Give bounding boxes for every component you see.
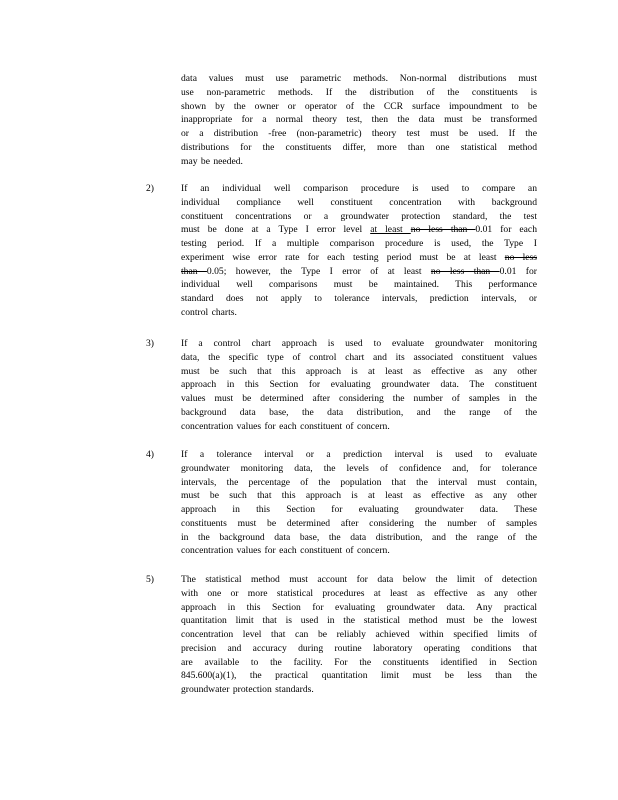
text-run: 0.05; however, the Type I error of at least [206, 265, 431, 277]
text-run: 0.01 for each [475, 224, 537, 236]
text-line [181, 251, 537, 265]
text-line: precision and accuracy during routine laboratory operating conditions that [181, 642, 537, 654]
text-line: inappropriate for a normal theory test, then the data must be transformed [181, 114, 537, 126]
text-line: intervals, the percentage of the population that the interval must contain, [181, 476, 537, 488]
text-line: shown by the owner or operator of the CCR surface impoundment to be [181, 100, 537, 112]
item-paragraph [181, 448, 537, 558]
text-line: with one or more statistical procedures at least as effective as any other [181, 587, 537, 599]
text-line: must be such that this approach is at least as effective as any other [181, 490, 537, 502]
text-line: approach in this Section for evaluating groundwater data. These [181, 504, 537, 515]
text-run: experiment wise error rate for each testing period must be at least [181, 251, 505, 263]
item-paragraph [181, 337, 537, 433]
text-line: constituent concentrations or a groundwater protection standard, the test [181, 210, 537, 222]
intro-paragraph [181, 72, 537, 168]
text-line: testing period. If a multiple comparison procedure is used, the Type I [181, 238, 537, 249]
deleted-text: no less [504, 251, 537, 263]
text-line: control charts. [181, 306, 237, 318]
text-line: must be such that this approach is at least as effective as any other [181, 365, 537, 377]
text-line [181, 223, 537, 237]
text-line: distributions for the constituents differ, more than one statistical method [181, 141, 537, 153]
text-line: concentration values for each constituent of concern. [181, 420, 390, 432]
text-line: groundwater monitoring data, the levels of confidence and, for tolerance [181, 462, 537, 474]
text-line: data, the specific type of control chart and its associated constituent values [181, 351, 537, 363]
text-line: groundwater protection standards. [181, 684, 314, 695]
text-line: values must be determined after considering the number of samples in the [181, 393, 537, 404]
text-line: constituents must be determined after considering the number of samples [181, 517, 537, 529]
item-number: 3) [146, 338, 154, 349]
text-line: concentration level that can be reliably achieved within specified limits of [181, 629, 537, 640]
item-number: 2) [146, 183, 154, 194]
deleted-text: no less than [430, 265, 500, 277]
text-line: approach in this Section for evaluating groundwater data. The constituent [181, 379, 537, 391]
inserted-text: at least [370, 224, 411, 236]
text-line: in the background data base, the data distribution, and the range of the [181, 531, 537, 543]
item-number: 5) [146, 574, 154, 585]
text-line: are available to the facility. For the constituents identified in Section [181, 656, 537, 668]
item-number: 4) [146, 449, 154, 460]
text-line: If a control chart approach is used to evaluate groundwater monitoring [181, 338, 537, 349]
text-line: If a tolerance interval or a prediction interval is used to evaluate [181, 449, 537, 460]
item-paragraph [181, 573, 537, 697]
text-line: data values must use parametric methods. Non-normal distributions must [181, 73, 537, 84]
text-line: quantitation limit that is used in the statistical method must be the lowest [181, 615, 537, 627]
text-line: 845.600(a)(1), the practical quantitation limit must be less than the [181, 670, 537, 682]
item-paragraph [181, 182, 537, 320]
text-line: or a distribution -free (non-parametric) theory test must be used. If the [181, 128, 537, 139]
text-line: may be needed. [181, 155, 243, 167]
text-line: standard does not apply to tolerance intervals, prediction intervals, or [181, 293, 537, 304]
text-line: individual well comparisons must be maintained. This performance [181, 279, 537, 291]
deleted-text: than [181, 265, 207, 277]
text-line: If an individual well comparison procedure is used to compare an [181, 183, 537, 194]
text-run: must be done at a Type I error level [181, 224, 371, 236]
text-line [181, 265, 537, 279]
text-line: The statistical method must account for data below the limit of detection [181, 574, 537, 585]
text-run: 0.01 for [499, 265, 537, 277]
text-line: concentration values for each constituent of concern. [181, 545, 390, 557]
text-line: approach in this Section for evaluating groundwater data. Any practical [181, 601, 537, 613]
text-line: use non-parametric methods. If the distribution of the constituents is [181, 86, 537, 98]
text-line: background data base, the data distribution, and the range of the [181, 406, 537, 418]
text-line: individual compliance well constituent concentration with background [181, 196, 537, 208]
deleted-text: no less than [410, 224, 476, 236]
